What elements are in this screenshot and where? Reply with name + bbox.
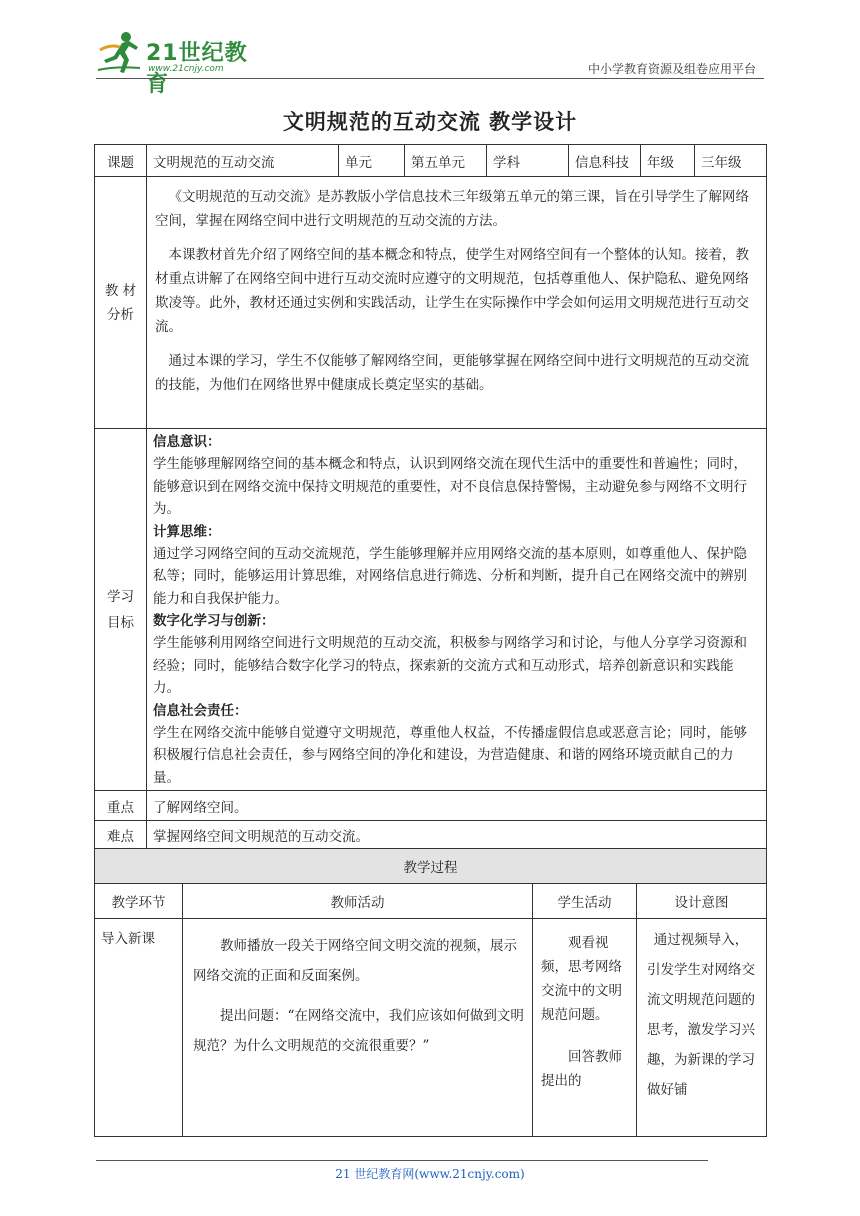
page-header (0, 0, 860, 97)
objectives-label-line1: 学习 (107, 588, 134, 605)
objective-heading: 数字化学习与创新： (153, 613, 275, 629)
header-divider (96, 78, 764, 79)
key-point-label: 重点 (95, 791, 147, 821)
analysis-paragraph: 通过本课的学习，学生不仅能够了解网络空间，更能够掌握在网络空间中进行文明规范的互动交流的技能，为他们在网络世界中健康成长奠定坚实的基础。 (155, 353, 749, 393)
footer-divider (96, 1160, 708, 1161)
process-title-row (95, 849, 767, 884)
objectives-label (95, 429, 147, 791)
objective-heading: 计算思维： (153, 523, 221, 540)
analysis-label-line1: 教 材 (104, 282, 137, 299)
grade-value: 三年级 (695, 145, 767, 177)
teacher-activity-paragraph: 教师播放一段关于网络空间文明交流的视频，展示网络交流的正面和反面案例。 (193, 938, 517, 984)
key-point-row (95, 791, 767, 821)
process-column-headers (95, 884, 767, 919)
analysis-label (95, 177, 147, 429)
stage-cell: 导入新课 (95, 919, 183, 1137)
student-activity-cell (533, 919, 637, 1137)
student-activity-paragraph: 观看视频，思考网络交流中的文明规范问题。 (541, 935, 622, 1023)
objective-text: 学生能够利用网络空间进行文明规范的互动交流，积极参与网络学习和讨论，与他人分享学习资源和经验；同时，能够结合数字化学习的特点，探索新的交流方式和互动形式，培养创新意识和实践能力。 (153, 635, 747, 696)
objective-text: 学生能够理解网络空间的基本概念和特点，认识到网络交流在现代生活中的重要性和普遍性；同时，能够意识到在网络交流中保持文明规范的重要性，对不良信息保持警惕，主动避免参与网络不文明行为。 (153, 456, 747, 517)
key-point-text: 了解网络空间。 (147, 791, 767, 821)
unit-value: 第五单元 (405, 145, 487, 177)
analysis-paragraph: 本课教材首先介绍了网络空间的基本概念和特点，使学生对网络空间有一个整体的认知。接着，教材重点讲解了在网络空间中进行互动交流时应遵守的文明规范，包括尊重他人、保护隐私、避免网络欺凌等。此外，教材还通过实例和实践活动，让学生在实际操作中学会如何运用文明规范进行互动交流。 (155, 247, 749, 335)
platform-tagline: 中小学教育资源及组卷应用平台 (587, 62, 756, 76)
topic-value: 文明规范的互动交流 (147, 145, 339, 177)
lesson-info-table (94, 144, 767, 849)
grade-label: 年级 (641, 145, 695, 177)
analysis-label-line2: 分析 (107, 306, 134, 323)
topic-label: 课题 (95, 145, 147, 177)
teacher-activity-paragraph: 提出问题：“在网络交流中，我们应该如何做到文明规范？为什么文明规范的交流很重要？” (193, 1008, 524, 1054)
column-header-teacher: 教师活动 (183, 884, 533, 919)
brand-name: 21世纪教育 (146, 41, 248, 97)
column-header-intent: 设计意图 (637, 884, 767, 919)
objective-heading: 信息意识： (153, 434, 221, 450)
objective-text: 通过学习网络空间的互动交流规范，学生能够理解并应用网络交流的基本原则，如尊重他人、保护隐私等；同时，能够运用计算思维，对网络信息进行筛选、分析和判断，提升自己在网络交流中的辨别能力和自我保护能力。 (153, 545, 747, 607)
analysis-content (147, 177, 767, 429)
info-row (95, 145, 767, 177)
column-header-stage: 教学环节 (95, 884, 183, 919)
objective-heading: 信息社会责任： (153, 702, 248, 719)
teacher-activity-cell (183, 919, 533, 1137)
analysis-paragraph: 《文明规范的互动交流》是苏教版小学信息技术三年级第五单元的第三课，旨在引导学生了解网络空间，掌握在网络空间中进行文明规范的互动交流的方法。 (155, 189, 749, 229)
difficulty-text: 掌握网络空间文明规范的互动交流。 (147, 821, 767, 849)
brand-url: www.21cnjy.com (148, 64, 224, 74)
subject-value: 信息科技 (569, 145, 641, 177)
column-header-student: 学生活动 (533, 884, 637, 919)
student-activity-paragraph: 回答教师提出的 (541, 1049, 622, 1089)
runner-logo-icon (96, 30, 144, 76)
design-intent-cell (637, 919, 767, 1137)
objectives-label-line2: 目标 (107, 614, 134, 631)
objective-text: 学生在网络交流中能够自觉遵守文明规范，尊重他人权益，不传播虚假信息或恶意言论；同时，能够积极履行信息社会责任，参与网络空间的净化和建设，为营造健康、和谐的网络环境贡献自己的力量。 (153, 724, 747, 786)
document-title: 文明规范的互动交流 教学设计 (282, 110, 578, 134)
difficulty-row (95, 821, 767, 849)
logo (96, 30, 266, 97)
process-title: 教学过程 (95, 849, 767, 884)
teaching-process-table (94, 848, 767, 1137)
difficulty-label: 难点 (95, 821, 147, 849)
process-row-intro (95, 919, 767, 1137)
subject-label: 学科 (487, 145, 569, 177)
analysis-row (95, 177, 767, 429)
objectives-row (95, 429, 767, 791)
footer-link[interactable]: 21 世纪教育网(www.21cnjy.com) (335, 1167, 525, 1181)
design-intent-text: 通过视频导入，引发学生对网络交流文明规范问题的思考，激发学习兴趣，为新课的学习做好铺 (647, 932, 755, 1098)
unit-label: 单元 (339, 145, 405, 177)
objectives-content (147, 429, 767, 791)
